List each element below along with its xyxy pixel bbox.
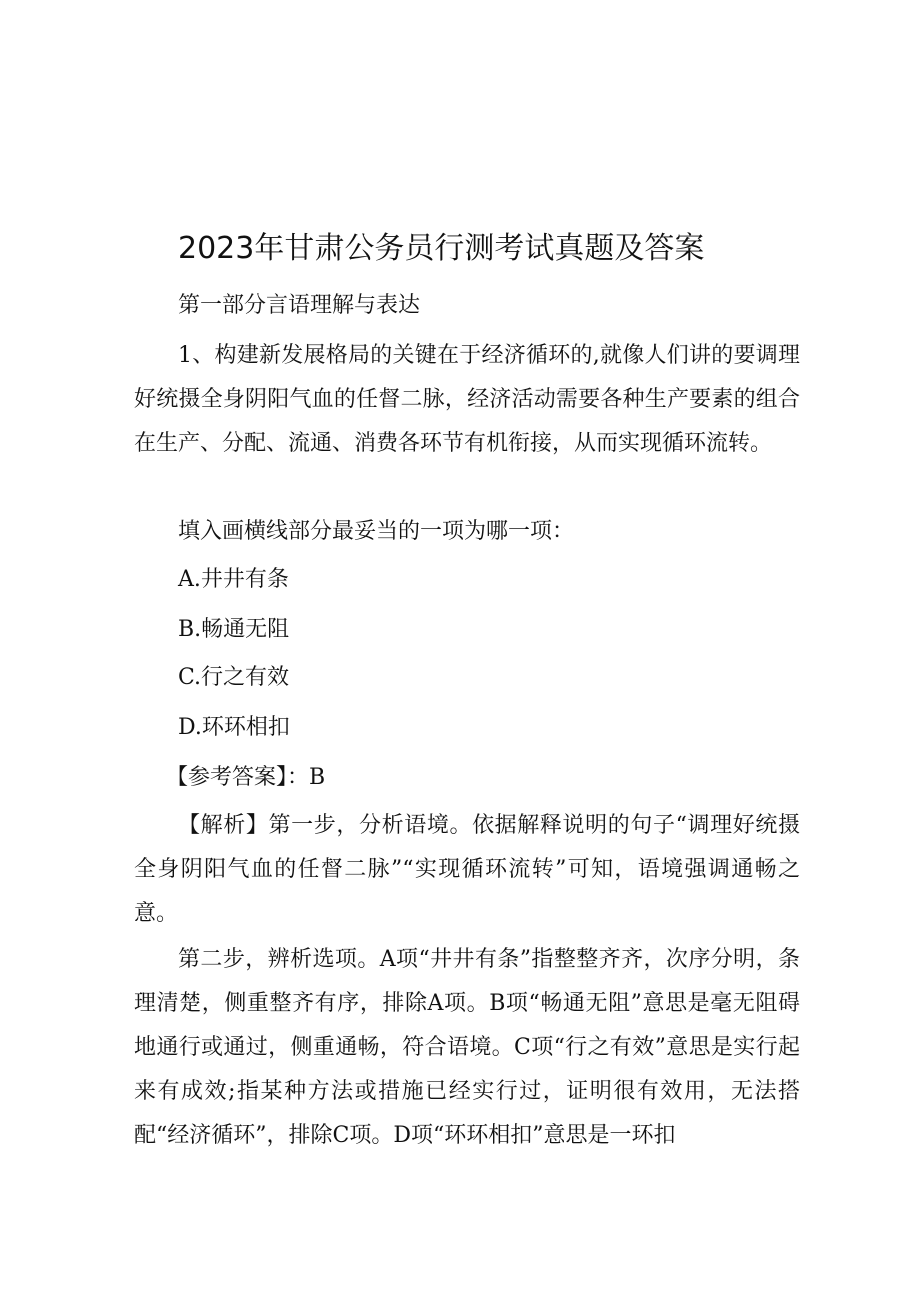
option-d: D.环环相扣 [178, 715, 290, 740]
question-prompt: 填入画横线部分最妥当的一项为哪一项： [178, 519, 575, 544]
section-heading: 第一部分言语理解与表达 [178, 293, 421, 318]
question-stem: 1、构建新发展格局的关键在于经济循环的,就像人们讲的要调理好统摄全身阴阳气血的任督二脉，经济活动需要各种生产要素的组合在生产、分配、流通、消费各环节有机衔接，从而实现循环流转。 [134, 343, 800, 456]
option-c: C.行之有效 [178, 665, 290, 690]
option-b: B.畅通无阻 [178, 617, 290, 642]
analysis-step-1: 【解析】第一步，分析语境。依据解释说明的句子“调理好统摄全身阴阳气血的任督二脉”“实现循环流转”可知，语境强调通畅之意。 [134, 813, 800, 926]
option-a: A.井井有条 [178, 567, 289, 592]
reference-answer: 【参考答案】：B [166, 765, 326, 790]
document-title: 2023年甘肃公务员行测考试真题及答案 [178, 231, 705, 266]
analysis-step-2: 第二步，辨析选项。A项“井井有条”指整整齐齐，次序分明，条理清楚，侧重整齐有序，排除A项。B项“畅通无阻”意思是毫无阻碍地通行或通过，侧重通畅，符合语境。C项“行之有效”意思是实行起来有成效;指某种方法或措施已经实行过，证明很有效用，无法搭配“经济循环”，排除C项。D项“环环相扣”意思是一环扣 [134, 947, 800, 1148]
